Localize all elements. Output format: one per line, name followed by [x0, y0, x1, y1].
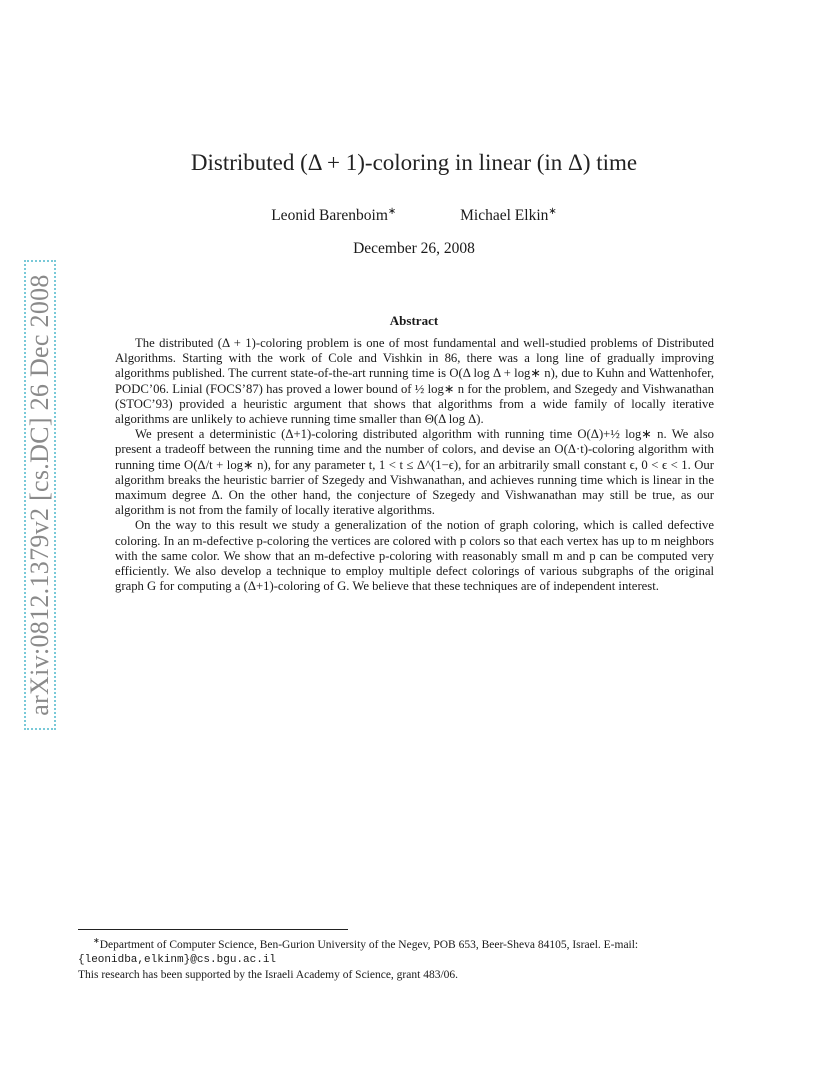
arxiv-side-stamp [24, 260, 56, 730]
affiliation-footnote [78, 934, 754, 968]
author-name: Michael Elkin [460, 207, 549, 225]
author-email: {leonidba,elkinm}@cs.bgu.ac.il [78, 954, 277, 967]
author-2 [460, 206, 557, 225]
arxiv-identifier: arXiv:0812.1379v2 [cs.DC] 26 Dec 2008 [25, 274, 54, 716]
footnote-divider [78, 929, 348, 930]
paper-date: December 26, 2008 [353, 240, 475, 257]
abstract-paragraph-2: We present a deterministic (Δ+1)-coloring distributed algorithm with running time O(Δ)+½ log∗ n. We also present a tradeoff between the running time and the number of colors, and devise an O(Δ·t)-coloring algorithm with running time O(Δ/t + log∗ n), for any parameter t, 1 < t ≤ Δ^(1−ϵ), for an arbitrarily small constant ϵ, 0 < ϵ < 1. Our algorithm breaks the heuristic barrier of Szegedy and Vishwanathan, and achieves running time which is linear in the maximum degree Δ. On the other hand, the conjecture of Szegedy and Vishwanathan may still be true, as our algorithm is not from the family of locally iterative algorithms. [115, 427, 714, 518]
funding-footnote: This research has been supported by the Israeli Academy of Science, grant 483/06. [78, 969, 459, 982]
paper-title: Distributed (Δ + 1)-coloring in linear (in Δ) time [190, 150, 638, 175]
abstract-heading: Abstract [389, 313, 439, 328]
footnote-mark: ∗ [93, 936, 100, 945]
author-name: Leonid Barenboim [271, 207, 388, 225]
author-footnote-mark: ∗ [548, 206, 557, 217]
author-1 [271, 206, 396, 225]
author-footnote-mark: ∗ [387, 206, 397, 217]
abstract-paragraph-3: On the way to this result we study a generalization of the notion of graph coloring, which is called defective coloring. In an m-defective p-coloring the vertices are colored with p colors so that each vertex has up to m neighbors with the same color. We show that an m-defective p-coloring with reasonably small m and p can be computed very efficiently. We also develop a technique to employ multiple defect colorings of various subgraphs of the original graph G for computing a (Δ+1)-coloring of G. We believe that these techniques are of independent interest. [115, 518, 714, 594]
affiliation-text: Department of Computer Science, Ben-Gurion University of the Negev, POB 653, Beer-Sheva 84105, Israel. E-mail: [99, 938, 639, 951]
footnotes [78, 934, 754, 983]
abstract-body [115, 336, 714, 594]
abstract-paragraph-1: The distributed (Δ + 1)-coloring problem is one of most fundamental and well-studied problems of Distributed Algorithms. Starting with the work of Cole and Vishkin in 86, there was a long line of gradually improving algorithms published. The current state-of-the-art running time is O(Δ log Δ + log∗ n), due to Kuhn and Wattenhofer, PODC’06. Linial (FOCS’87) has proved a lower bound of ½ log∗ n for the problem, and Szegedy and Vishwanathan (STOC’93) provided a heuristic argument that shows that algorithms from a wide family of locally iterative algorithms are unlikely to achieve running time smaller than Θ(Δ log Δ). [115, 336, 714, 427]
author-list [0, 206, 828, 225]
